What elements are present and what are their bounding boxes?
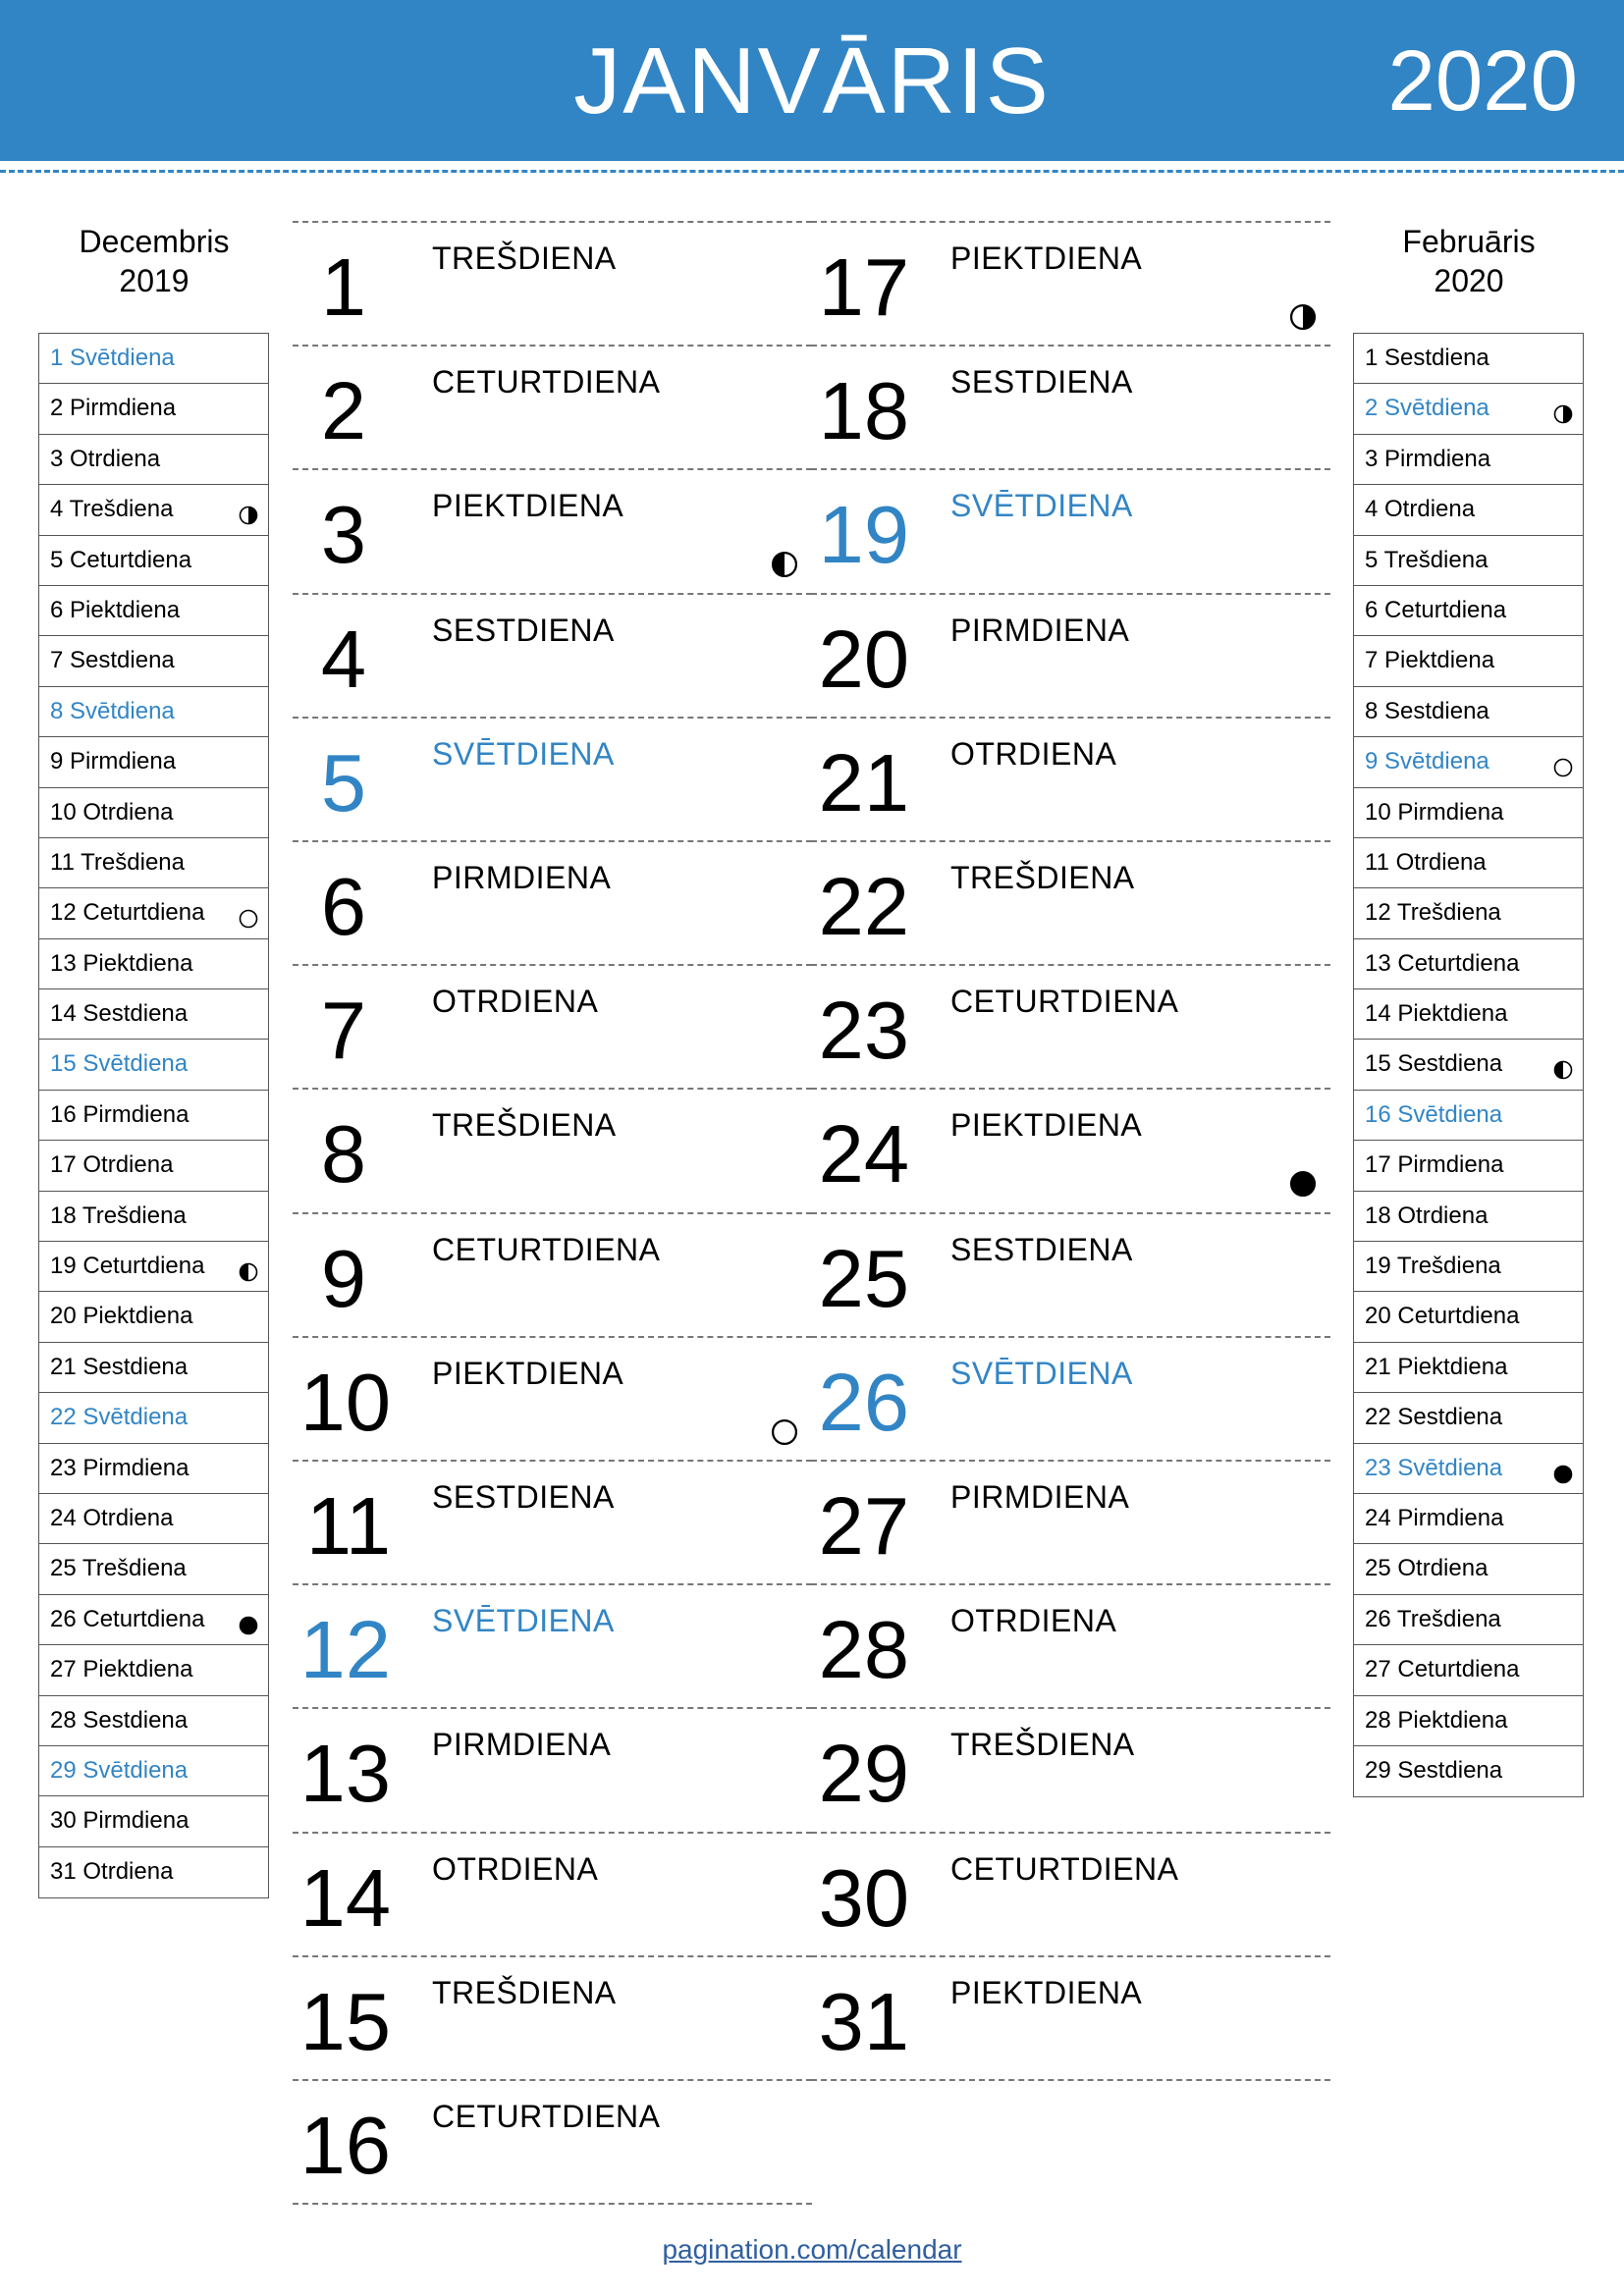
month-title: JANVĀRIS: [573, 28, 1051, 133]
weekday-name: OTRDIENA: [432, 1850, 599, 1887]
weekday-name: CETURTDIENA: [950, 984, 1179, 1020]
next-day-row: [1354, 1494, 1583, 1544]
prev-day-label: 12 Ceturtdiena: [50, 899, 205, 927]
weekday-name: PIEKTDIENA: [950, 1107, 1143, 1144]
day-cell: [293, 1336, 812, 1460]
prev-day-row: [39, 1292, 268, 1342]
next-day-label: 28 Piektdiena: [1365, 1706, 1508, 1734]
next-month-name: Februāris: [1402, 224, 1536, 259]
prev-day-row: [39, 788, 268, 838]
next-day-row: [1354, 1544, 1583, 1594]
last-quarter-moon-icon: [1553, 1060, 1573, 1080]
day-cell: [293, 1955, 812, 2079]
next-day-label: 2 Svētdiena: [1365, 395, 1489, 422]
next-day-label: 3 Pirmdiena: [1365, 445, 1491, 472]
weekday-name: PIEKTDIENA: [950, 1974, 1143, 2010]
next-day-row: [1354, 485, 1583, 535]
next-day-label: 25 Otrdiena: [1365, 1555, 1489, 1582]
weekday-name: CETURTDIENA: [950, 1850, 1179, 1887]
day-cell: [811, 1088, 1330, 1211]
day-cell: [293, 593, 812, 717]
day-number: 1: [320, 241, 366, 333]
day-number: 17: [818, 241, 909, 333]
day-number: 31: [818, 1975, 909, 2067]
day-number: 30: [818, 1851, 909, 1944]
next-day-label: 26 Trešdiena: [1365, 1605, 1501, 1632]
prev-day-label: 3 Otrdiena: [50, 445, 161, 472]
prev-month-name: Decembris: [79, 224, 230, 259]
day-cell: [293, 221, 812, 345]
next-day-row: [1354, 1091, 1583, 1141]
day-cell: [811, 593, 1330, 717]
prev-day-label: 22 Svētdiena: [50, 1404, 189, 1431]
next-day-row: [1354, 384, 1583, 434]
prev-day-row: [39, 1141, 268, 1191]
day-number: 10: [299, 1356, 391, 1448]
prev-day-row: [39, 838, 268, 888]
day-number: 12: [299, 1604, 391, 1696]
day-cell: [293, 1212, 812, 1336]
prev-day-row: [39, 435, 268, 485]
prev-day-label: 19 Ceturtdiena: [50, 1253, 205, 1280]
prev-day-row: [39, 1746, 268, 1796]
next-day-label: 15 Sestdiena: [1365, 1050, 1503, 1078]
next-day-row: [1354, 536, 1583, 586]
prev-day-label: 6 Piektdiena: [50, 596, 181, 623]
next-day-row: [1354, 1645, 1583, 1695]
weekday-name: OTRDIENA: [432, 984, 599, 1020]
prev-day-label: 24 Otrdiena: [50, 1504, 174, 1531]
day-cell: [811, 345, 1330, 468]
prev-day-row: [39, 1393, 268, 1443]
last-quarter-moon-icon: [771, 551, 798, 578]
prev-day-label: 5 Ceturtdiena: [50, 546, 192, 573]
prev-day-row: [39, 485, 268, 535]
next-day-label: 7 Piektdiena: [1365, 647, 1495, 674]
weekday-name: CETURTDIENA: [432, 1231, 661, 1267]
prev-day-row: [39, 1040, 268, 1090]
weekday-name: TREŠDIENA: [950, 860, 1135, 895]
weekday-name: SVĒTDIENA: [432, 1603, 615, 1639]
header-divider: [0, 170, 1624, 173]
weekday-name: SVĒTDIENA: [432, 735, 615, 772]
next-day-label: 8 Sestdiena: [1365, 697, 1489, 724]
day-cell: [811, 1583, 1330, 1707]
next-day-row: [1354, 939, 1583, 989]
prev-day-label: 10 Otrdiena: [50, 798, 174, 826]
next-month-list: [1353, 333, 1584, 1797]
day-cell: [811, 1460, 1330, 1583]
day-number: 24: [818, 1108, 909, 1201]
weekday-name: SESTDIENA: [432, 612, 615, 648]
next-day-row: [1354, 636, 1583, 686]
prev-day-label: 11 Trešdiena: [50, 848, 185, 876]
first-quarter-moon-icon: [1289, 303, 1317, 331]
prev-day-row: [39, 1343, 268, 1393]
day-number: 21: [818, 736, 909, 828]
next-day-row: [1354, 1746, 1583, 1796]
next-day-row: [1354, 1343, 1583, 1393]
prev-day-label: 1 Svētdiena: [50, 345, 175, 371]
next-day-label: 13 Ceturtdiena: [1365, 949, 1520, 977]
prev-day-row: [39, 1595, 268, 1645]
weekday-name: TREŠDIENA: [432, 1974, 617, 2010]
prev-day-label: 16 Pirmdiena: [50, 1100, 189, 1128]
day-number: 9: [320, 1232, 366, 1324]
prev-day-row: [39, 989, 268, 1040]
prev-day-row: [39, 939, 268, 989]
weekday-name: SESTDIENA: [950, 364, 1133, 400]
weekday-name: OTRDIENA: [950, 735, 1117, 772]
next-day-row: [1354, 888, 1583, 938]
day-cell: [811, 1336, 1330, 1460]
next-day-row: [1354, 1192, 1583, 1242]
prev-day-label: 17 Otrdiena: [50, 1151, 174, 1179]
day-number: 20: [818, 613, 909, 705]
day-cell: [293, 468, 812, 592]
next-day-row: [1354, 788, 1583, 838]
prev-day-label: 4 Trešdiena: [50, 496, 174, 523]
full-moon-icon: [771, 1418, 798, 1446]
prev-day-label: 14 Sestdiena: [50, 1000, 189, 1028]
prev-month-list: [38, 333, 269, 1898]
prev-day-label: 18 Trešdiena: [50, 1201, 187, 1229]
next-day-row: [1354, 435, 1583, 485]
prev-day-label: 20 Piektdiena: [50, 1303, 193, 1330]
weekday-name: TREŠDIENA: [432, 240, 617, 276]
day-number: 2: [320, 365, 366, 457]
day-number: 25: [818, 1232, 909, 1324]
prev-day-label: 21 Sestdiena: [50, 1353, 189, 1380]
next-day-label: 4 Otrdiena: [1365, 496, 1476, 523]
next-day-label: 29 Sestdiena: [1365, 1756, 1503, 1784]
prev-day-label: 13 Piektdiena: [50, 949, 193, 977]
new-moon-icon: [1289, 1170, 1317, 1198]
full-moon-icon: [1553, 758, 1573, 777]
day-cell: [293, 1460, 812, 1583]
prev-month-year: 2019: [119, 263, 189, 298]
weekday-name: CETURTDIENA: [432, 364, 661, 400]
day-number: 14: [299, 1851, 391, 1944]
day-cell: [811, 221, 1330, 345]
day-number: 6: [320, 861, 366, 952]
day-number: 13: [299, 1728, 391, 1820]
weekday-name: PIEKTDIENA: [432, 488, 624, 524]
next-day-label: 5 Trešdiena: [1365, 546, 1489, 573]
next-day-row: [1354, 989, 1583, 1040]
day-number: 27: [818, 1480, 909, 1572]
day-cell: [811, 1955, 1330, 2081]
next-day-label: 14 Piektdiena: [1365, 1000, 1508, 1028]
prev-day-row: [39, 1494, 268, 1544]
day-cell: [811, 1707, 1330, 1831]
prev-day-row: [39, 636, 268, 686]
day-cell: [293, 964, 812, 1088]
weekday-name: TREŠDIENA: [432, 1107, 617, 1144]
prev-day-row: [39, 737, 268, 787]
prev-day-label: 8 Svētdiena: [50, 697, 175, 724]
day-cell: [293, 2079, 812, 2205]
weekday-name: SVĒTDIENA: [950, 488, 1133, 524]
day-cell: [811, 1212, 1330, 1336]
next-day-label: 9 Svētdiena: [1365, 748, 1489, 775]
next-day-row: [1354, 1393, 1583, 1443]
next-day-row: [1354, 586, 1583, 636]
weekday-name: PIEKTDIENA: [950, 240, 1143, 276]
prev-day-label: 25 Trešdiena: [50, 1555, 187, 1582]
next-day-label: 21 Piektdiena: [1365, 1353, 1508, 1380]
day-number: 7: [320, 985, 366, 1077]
day-cell: [811, 840, 1330, 964]
weekday-name: OTRDIENA: [950, 1603, 1117, 1639]
prev-day-label: 31 Otrdiena: [50, 1857, 174, 1885]
day-number: 3: [320, 489, 366, 581]
next-day-row: [1354, 1696, 1583, 1746]
prev-day-row: [39, 1645, 268, 1695]
day-cell: [293, 345, 812, 468]
next-day-label: 24 Pirmdiena: [1365, 1504, 1504, 1531]
weekday-name: PIRMDIENA: [432, 1727, 612, 1763]
new-moon-icon: [239, 1616, 258, 1635]
next-day-row: [1354, 1292, 1583, 1342]
day-number: 11: [305, 1480, 391, 1572]
day-number: 28: [818, 1604, 909, 1696]
weekday-name: PIEKTDIENA: [432, 1355, 624, 1391]
day-number: 29: [818, 1728, 909, 1820]
weekday-name: TREŠDIENA: [950, 1727, 1135, 1763]
next-day-label: 10 Pirmdiena: [1365, 798, 1504, 826]
prev-day-row: [39, 687, 268, 737]
prev-day-label: 26 Ceturtdiena: [50, 1605, 205, 1632]
prev-day-row: [39, 1242, 268, 1292]
weekday-name: PIRMDIENA: [950, 612, 1130, 648]
day-cell: [811, 964, 1330, 1088]
prev-day-label: 27 Piektdiena: [50, 1656, 193, 1683]
prev-day-label: 2 Pirmdiena: [50, 395, 177, 422]
prev-day-row: [39, 1847, 268, 1897]
day-cell: [293, 1832, 812, 1955]
next-day-label: 1 Sestdiena: [1365, 345, 1489, 371]
prev-day-row: [39, 384, 268, 434]
prev-day-row: [39, 1796, 268, 1846]
next-day-label: 17 Pirmdiena: [1365, 1151, 1504, 1179]
next-day-row: [1354, 737, 1583, 787]
day-cell: [811, 717, 1330, 840]
next-day-label: 11 Otrdiena: [1365, 848, 1487, 876]
next-month-year: 2020: [1434, 263, 1504, 298]
next-day-label: 18 Otrdiena: [1365, 1201, 1489, 1229]
day-cell: [293, 840, 812, 964]
day-number: 26: [818, 1356, 909, 1448]
month-header: [0, 0, 1624, 161]
prev-day-row: [39, 888, 268, 938]
weekday-name: PIRMDIENA: [950, 1479, 1130, 1515]
day-cell: [293, 717, 812, 840]
day-number: 19: [818, 489, 909, 581]
next-day-label: 16 Svētdiena: [1365, 1100, 1503, 1128]
prev-day-label: 9 Pirmdiena: [50, 748, 177, 775]
first-quarter-moon-icon: [239, 506, 258, 525]
next-month-heading: [1353, 222, 1585, 300]
day-number: 4: [320, 613, 366, 705]
prev-day-row: [39, 1544, 268, 1594]
full-moon-icon: [239, 909, 258, 929]
day-cell: [811, 1832, 1330, 1955]
prev-day-row: [39, 1444, 268, 1494]
next-day-row: [1354, 1242, 1583, 1292]
day-number: 22: [818, 861, 909, 952]
prev-day-label: 30 Pirmdiena: [50, 1807, 189, 1835]
next-day-label: 6 Ceturtdiena: [1365, 596, 1507, 623]
weekday-name: PIRMDIENA: [432, 860, 612, 895]
next-day-row: [1354, 687, 1583, 737]
prev-day-row: [39, 334, 268, 384]
prev-month-heading: [38, 222, 270, 300]
prev-day-label: 29 Svētdiena: [50, 1756, 189, 1784]
first-quarter-moon-icon: [1553, 404, 1573, 424]
next-day-row: [1354, 1595, 1583, 1645]
day-cell: [293, 1583, 812, 1707]
day-cell: [293, 1707, 812, 1831]
prev-day-row: [39, 1091, 268, 1141]
next-day-row: [1354, 1141, 1583, 1191]
weekday-name: SESTDIENA: [432, 1479, 615, 1515]
next-day-row: [1354, 1040, 1583, 1090]
prev-day-label: 15 Svētdiena: [50, 1050, 189, 1078]
prev-day-row: [39, 1192, 268, 1242]
next-day-row: [1354, 1444, 1583, 1494]
prev-day-label: 28 Sestdiena: [50, 1706, 189, 1734]
next-day-label: 22 Sestdiena: [1365, 1404, 1503, 1431]
last-quarter-moon-icon: [239, 1262, 258, 1282]
prev-day-row: [39, 536, 268, 586]
prev-day-label: 23 Pirmdiena: [50, 1454, 189, 1481]
day-number: 15: [299, 1975, 391, 2067]
new-moon-icon: [1553, 1465, 1573, 1484]
weekday-name: CETURTDIENA: [432, 2099, 661, 2134]
year-label: 2020: [1387, 33, 1578, 129]
prev-day-row: [39, 586, 268, 636]
day-number: 18: [818, 365, 909, 457]
next-day-label: 12 Trešdiena: [1365, 899, 1501, 927]
next-day-label: 20 Ceturtdiena: [1365, 1303, 1520, 1330]
prev-day-label: 7 Sestdiena: [50, 647, 175, 674]
day-number: 23: [818, 985, 909, 1077]
weekday-name: SVĒTDIENA: [950, 1355, 1133, 1391]
next-day-row: [1354, 838, 1583, 888]
next-day-label: 23 Svētdiena: [1365, 1454, 1503, 1481]
day-number: 8: [320, 1108, 366, 1201]
day-number: 5: [320, 736, 366, 828]
next-day-row: [1354, 334, 1583, 384]
day-cell: [811, 468, 1330, 592]
day-cell: [293, 1088, 812, 1211]
next-day-label: 27 Ceturtdiena: [1365, 1656, 1520, 1683]
weekday-name: SESTDIENA: [950, 1231, 1133, 1267]
prev-day-row: [39, 1696, 268, 1746]
next-day-label: 19 Trešdiena: [1365, 1253, 1501, 1280]
footer-link[interactable]: pagination.com/calendar: [662, 2234, 962, 2265]
day-number: 16: [299, 2100, 391, 2191]
